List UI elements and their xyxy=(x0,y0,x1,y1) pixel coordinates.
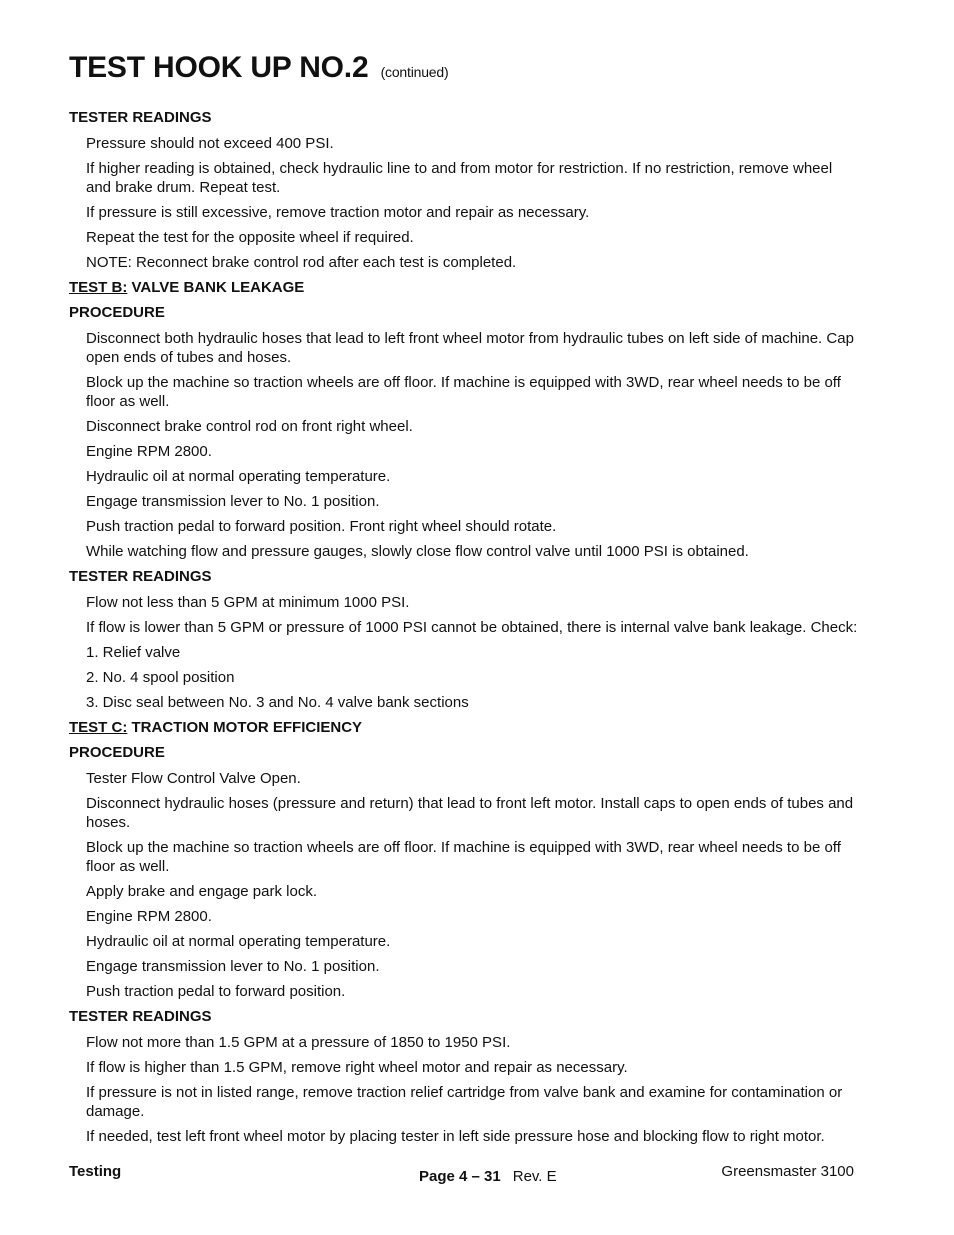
paragraph: Engine RPM 2800. xyxy=(86,443,212,460)
paragraph: Flow not more than 1.5 GPM at a pressure of 1850 to 1950 PSI. xyxy=(86,1034,511,1051)
section-heading: TESTER READINGS xyxy=(69,1008,212,1025)
paragraph: Engage transmission lever to No. 1 position. xyxy=(86,493,380,510)
section-heading: TESTER READINGS xyxy=(69,568,212,585)
paragraph: Disconnect both hydraulic hoses that lead to left front wheel motor from hydraulic tubes on left side of machine. Cap open ends of tubes and hoses. xyxy=(86,330,854,366)
paragraph: Disconnect hydraulic hoses (pressure and return) that lead to front left motor. Install caps to open ends of tubes and hoses. xyxy=(86,795,854,831)
paragraph: Block up the machine so traction wheels are off floor. If machine is equipped with 3WD, rear wheel needs to be off floor as well. xyxy=(86,374,841,410)
footer-section-label: Testing xyxy=(69,1163,122,1180)
footer-page-info xyxy=(419,1168,557,1185)
paragraph: If needed, test left front wheel motor by placing tester in left side pressure hose and blocking flow to right motor. xyxy=(86,1128,825,1145)
paragraph: If higher reading is obtained, check hydraulic line to and from motor for restriction. If no restriction, remove wheel and brake drum. Repeat test. xyxy=(86,160,833,196)
footer-revision: Rev. E xyxy=(512,1168,557,1185)
paragraph: Disconnect brake control rod on front right wheel. xyxy=(86,418,413,435)
paragraph: Hydraulic oil at normal operating temperature. xyxy=(86,468,391,485)
section-heading xyxy=(69,279,859,297)
footer-page-number: Page 4 – 31 xyxy=(419,1168,501,1185)
paragraph: While watching flow and pressure gauges, slowly close flow control valve until 1000 PSI is obtained. xyxy=(86,543,749,560)
paragraph: Engine RPM 2800. xyxy=(86,908,212,925)
section-heading xyxy=(69,719,859,737)
section-heading: TESTER READINGS xyxy=(69,109,212,126)
section-heading: PROCEDURE xyxy=(69,744,165,761)
paragraph: 2. No. 4 spool position xyxy=(86,669,235,686)
paragraph: If pressure is still excessive, remove traction motor and repair as necessary. xyxy=(86,204,590,221)
paragraph: Hydraulic oil at normal operating temperature. xyxy=(86,933,391,950)
page-title-text: TEST HOOK UP NO.2 xyxy=(69,51,369,84)
paragraph: If flow is higher than 1.5 GPM, remove right wheel motor and repair as necessary. xyxy=(86,1059,628,1076)
paragraph: Apply brake and engage park lock. xyxy=(86,883,317,900)
paragraph: Repeat the test for the opposite wheel if required. xyxy=(86,229,414,246)
paragraph: If flow is lower than 5 GPM or pressure of 1000 PSI cannot be obtained, there is internal valve bank leakage. Check: xyxy=(86,619,858,636)
continued-label: (continued) xyxy=(380,64,449,80)
paragraph: If pressure is not in listed range, remove traction relief cartridge from valve bank and examine for contamination or damage. xyxy=(86,1084,843,1120)
paragraph: Pressure should not exceed 400 PSI. xyxy=(86,135,334,152)
paragraph: Block up the machine so traction wheels are off floor. If machine is equipped with 3WD, rear wheel needs to be off floor as well. xyxy=(86,839,841,875)
paragraph: Flow not less than 5 GPM at minimum 1000 PSI. xyxy=(86,594,410,611)
paragraph: 3. Disc seal between No. 3 and No. 4 valve bank sections xyxy=(86,694,469,711)
paragraph: Engage transmission lever to No. 1 position. xyxy=(86,958,380,975)
test-label: TEST B: xyxy=(69,279,128,296)
paragraph: Tester Flow Control Valve Open. xyxy=(86,770,301,787)
section-heading: PROCEDURE xyxy=(69,304,165,321)
paragraph: Push traction pedal to forward position. Front right wheel should rotate. xyxy=(86,518,557,535)
test-title: TRACTION MOTOR EFFICIENCY xyxy=(127,719,363,736)
test-label: TEST C: xyxy=(69,719,128,736)
paragraph: Push traction pedal to forward position. xyxy=(86,983,346,1000)
document-body xyxy=(69,109,859,1146)
test-title: VALVE BANK LEAKAGE xyxy=(127,279,305,296)
paragraph: 1. Relief valve xyxy=(86,644,181,661)
page-title xyxy=(69,50,448,90)
paragraph: NOTE: Reconnect brake control rod after each test is completed. xyxy=(86,254,517,271)
footer-product-name: Greensmaster 3100 xyxy=(721,1163,854,1180)
